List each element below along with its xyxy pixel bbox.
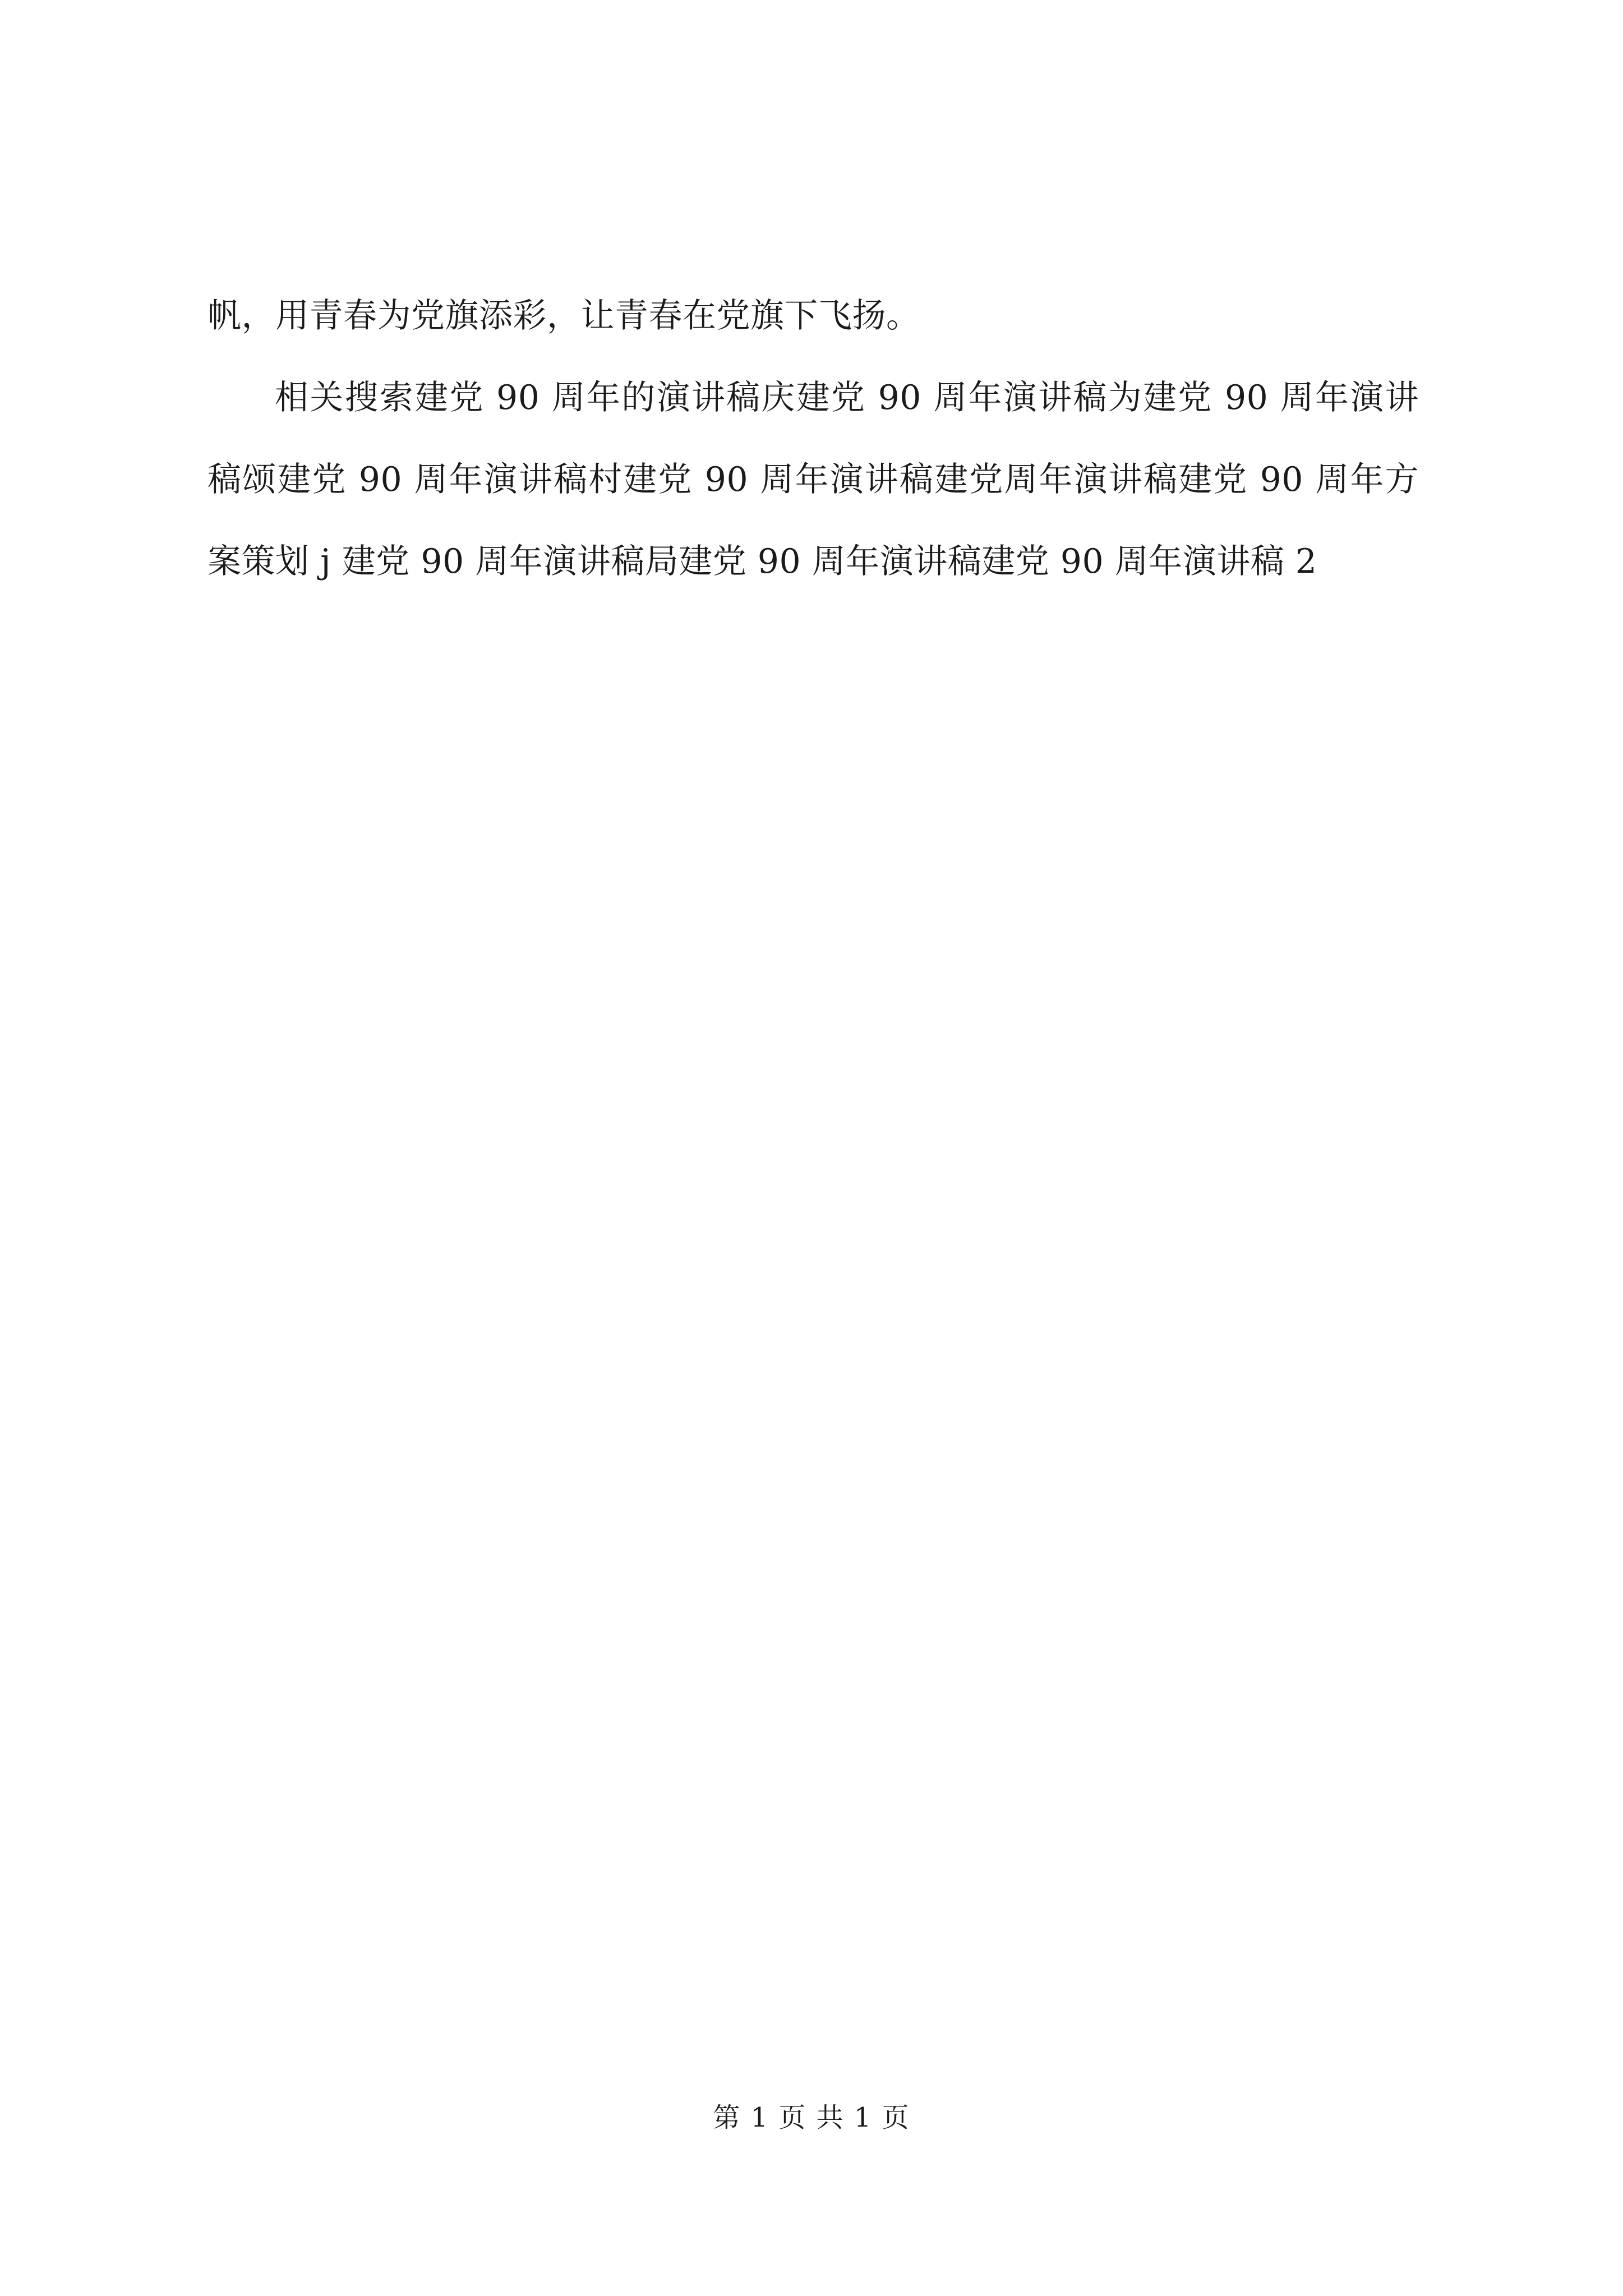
page-number-label: 第 1 页 共 1 页 xyxy=(713,2102,910,2133)
page-footer xyxy=(0,2101,1623,2134)
paragraph-1: 帆，用青春为党旗添彩，让青春在党旗下飞扬。 xyxy=(208,296,920,335)
document-body xyxy=(208,275,1419,602)
paragraph-2: 相关搜索建党 90 周年的演讲稿庆建党 90 周年演讲稿为建党 90 周年演讲稿颂建党 90 周年演讲稿村建党 90 周年演讲稿建党周年演讲稿建党 90 周年方案策划 j 建党 90 周年演讲稿局建党 90 周年演讲稿建党 90 周年演讲稿 2 xyxy=(208,378,1419,581)
